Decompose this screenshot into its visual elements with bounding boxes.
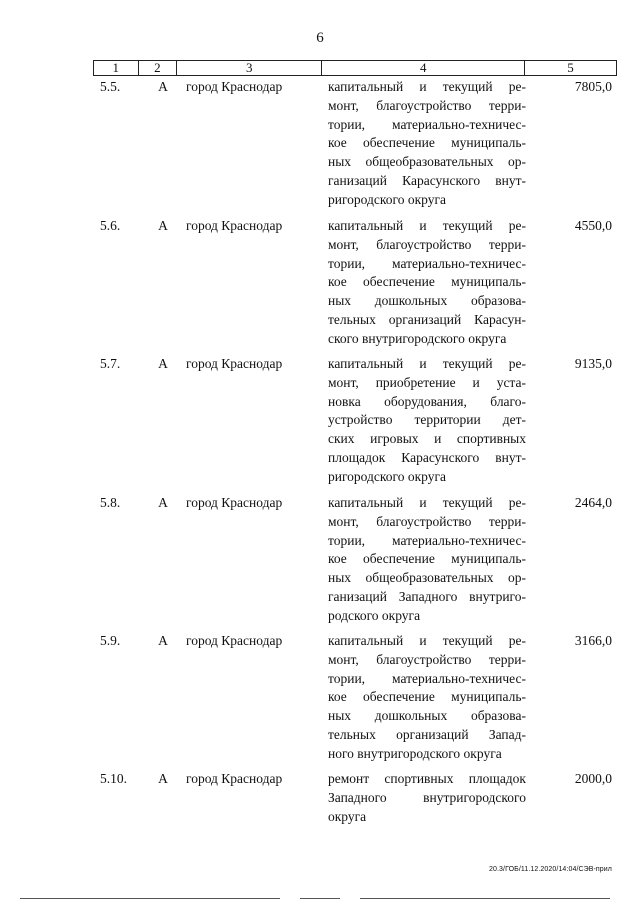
row-number: 5.7. [100, 356, 121, 371]
description-line: капитальный и текущий ре- [328, 79, 526, 94]
description-line: тории, материально-техничес- [328, 255, 526, 271]
row-description [328, 770, 526, 826]
description-line: ского внутригородского округа [328, 330, 507, 346]
row-amount: 4550,0 [574, 218, 612, 233]
description-line: площадок Карасунского внут- [328, 449, 526, 465]
description-line: тории, материально-техничес- [328, 670, 526, 686]
description-line: ских игровых и спортивных [328, 431, 526, 447]
row-number: 5.6. [100, 218, 121, 233]
description-line: округа [328, 808, 367, 824]
description-line: монт, приобретение и уста- [328, 374, 526, 390]
description-line: кое обеспечение муниципаль- [328, 135, 526, 151]
row-place: город Краснодар [186, 633, 283, 648]
description-line: кое обеспечение муниципаль- [328, 551, 526, 567]
page-number: 6 [316, 30, 324, 46]
row-amount: 2000,0 [574, 771, 612, 786]
description-line: ных общеобразовательных ор- [328, 570, 526, 586]
row-amount: 9135,0 [574, 356, 612, 371]
description-line: монт, благоустройство терри- [328, 97, 526, 113]
description-line: кое обеспечение муниципаль- [328, 274, 526, 290]
description-line: капитальный и текущий ре- [328, 356, 526, 371]
row-number: 5.9. [100, 633, 121, 648]
row-place: город Краснодар [186, 79, 283, 94]
row-place: город Краснодар [186, 356, 283, 371]
column-header-5: 5 [525, 61, 617, 76]
row-description [328, 632, 526, 764]
description-line: капитальный и текущий ре- [328, 495, 526, 510]
row-place: город Краснодар [186, 218, 283, 233]
footer-rule [300, 898, 340, 899]
row-amount: 7805,0 [574, 79, 612, 94]
row-category: А [158, 218, 168, 233]
document-stamp: 20.3/ГОБ/11.12.2020/14:04/СЭВ-прил [489, 866, 612, 873]
description-line: монт, благоустройство терри- [328, 236, 526, 252]
description-line: Западного внутригородского [328, 789, 526, 805]
description-line: монт, благоустройство терри- [328, 513, 526, 529]
row-amount: 2464,0 [574, 495, 612, 510]
footer-rule [360, 898, 610, 899]
row-description [328, 355, 526, 487]
description-line: родского округа [328, 607, 421, 623]
row-category: А [158, 356, 168, 371]
description-line: кое обеспечение муниципаль- [328, 689, 526, 705]
column-header-row [93, 60, 617, 76]
description-line: тельных организаций Запад- [328, 726, 526, 742]
description-line: тельных организаций Карасун- [328, 311, 526, 327]
description-line: капитальный и текущий ре- [328, 633, 526, 648]
row-number: 5.5. [100, 79, 121, 94]
row-category: А [158, 495, 168, 510]
column-header-3: 3 [177, 61, 322, 76]
row-category: А [158, 633, 168, 648]
row-amount: 3166,0 [574, 633, 612, 648]
description-line: устройство территории дет- [328, 412, 526, 428]
description-line: ригородского округа [328, 191, 447, 207]
row-description [328, 494, 526, 626]
column-header-1: 1 [94, 61, 139, 76]
description-line: монт, благоустройство терри- [328, 651, 526, 667]
description-line: ного внутригородского округа [328, 745, 502, 761]
row-place: город Краснодар [186, 771, 283, 786]
column-header-2: 2 [138, 61, 177, 76]
description-line: новка оборудования, благо- [328, 393, 526, 409]
footer-rule [20, 898, 280, 899]
row-number: 5.10. [100, 771, 127, 786]
row-category: А [158, 771, 168, 786]
description-line: тории, материально-техничес- [328, 116, 526, 132]
description-line: ганизаций Карасунского внут- [328, 172, 526, 188]
description-line: ных дошкольных образова- [328, 708, 526, 724]
column-header-4: 4 [322, 61, 525, 76]
row-number: 5.8. [100, 495, 121, 510]
description-line: ригородского округа [328, 468, 447, 484]
description-line: капитальный и текущий ре- [328, 218, 526, 233]
row-description [328, 78, 526, 210]
description-line: ных общеобразовательных ор- [328, 154, 526, 170]
row-description [328, 217, 526, 349]
description-line: ремонт спортивных площадок [328, 771, 526, 786]
row-category: А [158, 79, 168, 94]
description-line: ных дошкольных образова- [328, 293, 526, 309]
description-line: тории, материально-техничес- [328, 532, 526, 548]
row-place: город Краснодар [186, 495, 283, 510]
description-line: ганизаций Западного внутриго- [328, 588, 526, 604]
